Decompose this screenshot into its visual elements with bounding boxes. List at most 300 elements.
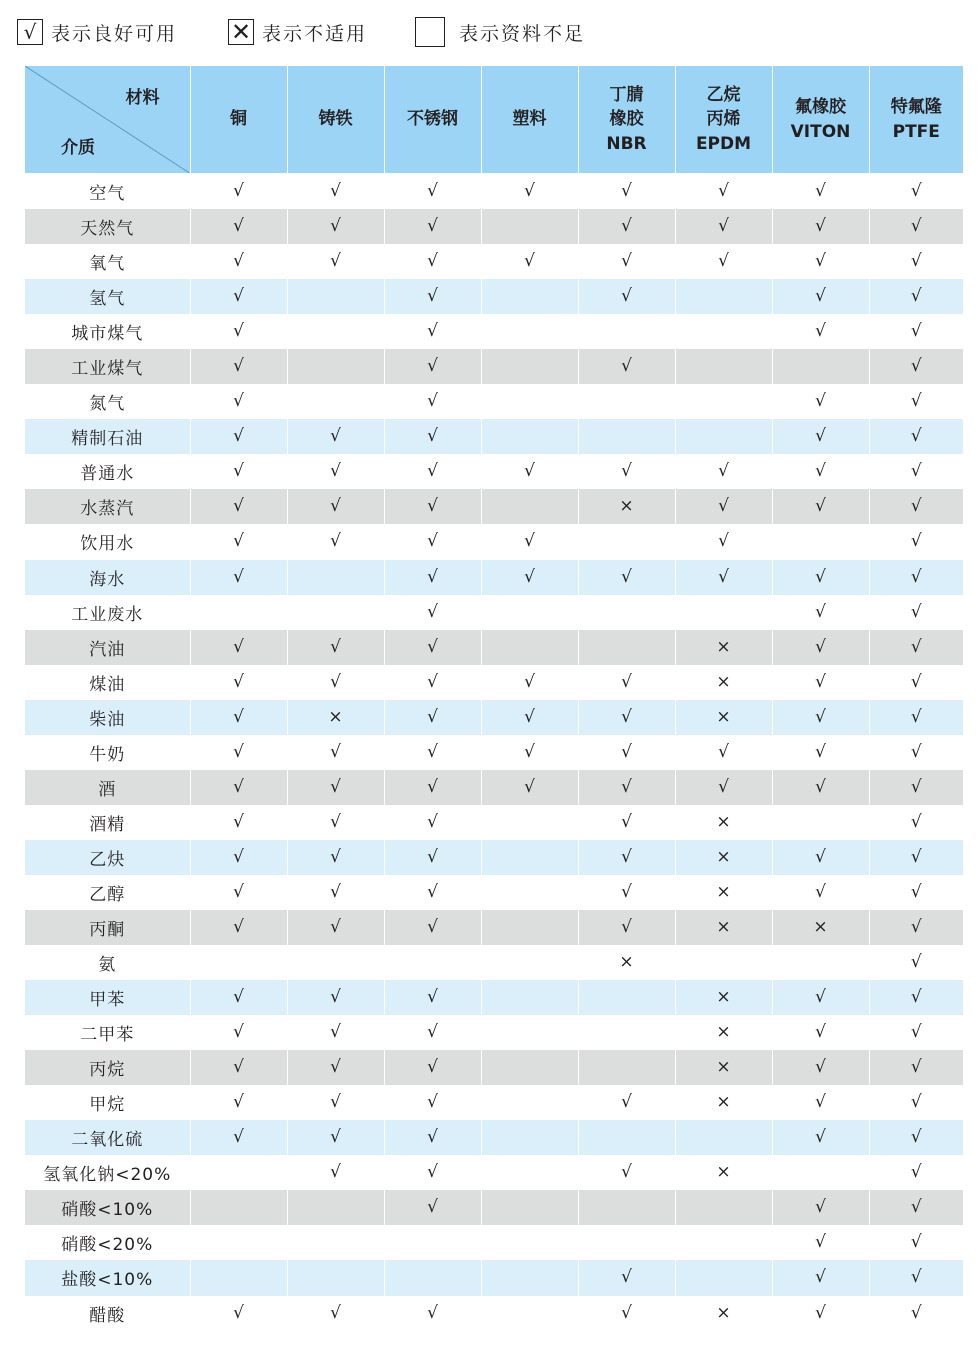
check-mark-icon: √	[772, 489, 869, 524]
legend-item-unsuitable	[228, 16, 367, 48]
check-mark-icon: √	[675, 524, 772, 559]
column-header-line: EPDM	[695, 133, 752, 154]
check-mark-icon: √	[190, 314, 287, 349]
column-header-6	[772, 66, 869, 174]
check-mark-icon: √	[772, 454, 869, 489]
table-row	[25, 945, 963, 980]
medium-name-cell: 乙炔	[25, 840, 190, 875]
check-mark-icon: √	[190, 770, 287, 805]
column-header-7	[869, 66, 963, 174]
column-header-line: 橡胶	[609, 109, 644, 130]
header-material-label: 材料	[125, 88, 160, 108]
legend-box-check-icon: √	[17, 19, 43, 45]
check-mark-icon: √	[384, 875, 481, 910]
cross-mark-icon: ×	[675, 910, 772, 945]
check-mark-icon: √	[384, 735, 481, 770]
empty-cell	[772, 349, 869, 384]
check-mark-icon: √	[287, 489, 384, 524]
check-mark-icon: √	[384, 805, 481, 840]
empty-cell	[675, 1190, 772, 1225]
table-row	[25, 454, 963, 489]
table-row	[25, 980, 963, 1015]
column-header-line: 塑料	[512, 109, 547, 130]
empty-cell	[384, 1225, 481, 1260]
column-header-line: 铜	[230, 109, 247, 130]
check-mark-icon: √	[190, 700, 287, 735]
check-mark-icon: √	[287, 1155, 384, 1190]
check-mark-icon: √	[869, 349, 963, 384]
empty-cell	[481, 1296, 578, 1331]
empty-cell	[578, 595, 675, 630]
header-medium-label: 介质	[61, 138, 95, 159]
cross-mark-icon: ×	[675, 1296, 772, 1331]
check-mark-icon: √	[578, 700, 675, 735]
medium-name-cell: 丙酮	[25, 910, 190, 945]
check-mark-icon: √	[190, 419, 287, 454]
cross-mark-icon: ×	[675, 980, 772, 1015]
check-mark-icon: √	[869, 770, 963, 805]
check-mark-icon: √	[869, 1015, 963, 1050]
check-mark-icon: √	[772, 1190, 869, 1225]
table-row	[25, 1120, 963, 1155]
check-mark-icon: √	[481, 560, 578, 595]
check-mark-icon: √	[772, 1120, 869, 1155]
check-mark-icon: √	[675, 489, 772, 524]
check-mark-icon: √	[869, 1050, 963, 1085]
check-mark-icon: √	[287, 875, 384, 910]
empty-cell	[772, 945, 869, 980]
check-mark-icon: √	[578, 454, 675, 489]
empty-cell	[578, 1050, 675, 1085]
check-mark-icon: √	[190, 524, 287, 559]
check-mark-icon: √	[287, 1120, 384, 1155]
check-mark-icon: √	[384, 980, 481, 1015]
check-mark-icon: √	[384, 524, 481, 559]
medium-name-cell: 二氧化硫	[25, 1120, 190, 1155]
check-mark-icon: √	[869, 524, 963, 559]
check-mark-icon: √	[772, 560, 869, 595]
medium-name-cell: 精制石油	[25, 419, 190, 454]
check-mark-icon: √	[384, 209, 481, 244]
check-mark-icon: √	[384, 630, 481, 665]
table-row	[25, 524, 963, 559]
empty-cell	[675, 595, 772, 630]
check-mark-icon: √	[578, 174, 675, 210]
table-row	[25, 314, 963, 349]
check-mark-icon: √	[772, 595, 869, 630]
cross-mark-icon: ×	[675, 840, 772, 875]
empty-cell	[481, 1260, 578, 1295]
medium-name-cell: 天然气	[25, 209, 190, 244]
check-mark-icon: √	[869, 875, 963, 910]
empty-cell	[675, 945, 772, 980]
check-mark-icon: √	[578, 279, 675, 314]
table-row	[25, 1190, 963, 1225]
cross-mark-icon: ×	[675, 1155, 772, 1190]
check-mark-icon: √	[772, 1050, 869, 1085]
compatibility-table	[25, 66, 963, 1331]
table-row	[25, 1296, 963, 1331]
medium-name-cell: 醋酸	[25, 1296, 190, 1331]
check-mark-icon: √	[384, 489, 481, 524]
check-mark-icon: √	[772, 244, 869, 279]
check-mark-icon: √	[384, 700, 481, 735]
check-mark-icon: √	[869, 314, 963, 349]
medium-name-cell: 氨	[25, 945, 190, 980]
check-mark-icon: √	[869, 595, 963, 630]
medium-name-cell: 甲苯	[25, 980, 190, 1015]
table-row	[25, 805, 963, 840]
empty-cell	[481, 595, 578, 630]
check-mark-icon: √	[772, 735, 869, 770]
check-mark-icon: √	[287, 805, 384, 840]
medium-name-cell: 空气	[25, 174, 190, 210]
column-header-line: PTFE	[892, 121, 940, 142]
check-mark-icon: √	[675, 770, 772, 805]
cross-mark-icon: ×	[675, 1015, 772, 1050]
check-mark-icon: √	[578, 770, 675, 805]
check-mark-icon: √	[481, 700, 578, 735]
check-mark-icon: √	[772, 980, 869, 1015]
check-mark-icon: √	[772, 419, 869, 454]
empty-cell	[675, 314, 772, 349]
check-mark-icon: √	[287, 630, 384, 665]
empty-cell	[772, 805, 869, 840]
empty-cell	[287, 314, 384, 349]
column-header-4	[578, 66, 675, 174]
check-mark-icon: √	[772, 209, 869, 244]
cross-mark-icon: ×	[675, 805, 772, 840]
check-mark-icon: √	[190, 665, 287, 700]
empty-cell	[675, 1120, 772, 1155]
check-mark-icon: √	[869, 1260, 963, 1295]
check-mark-icon: √	[578, 1260, 675, 1295]
column-header-line: 丁腈	[609, 84, 644, 105]
medium-name-cell: 工业废水	[25, 595, 190, 630]
empty-cell	[578, 1190, 675, 1225]
empty-cell	[578, 980, 675, 1015]
check-mark-icon: √	[190, 349, 287, 384]
check-mark-icon: √	[869, 384, 963, 419]
check-mark-icon: √	[287, 735, 384, 770]
check-mark-icon: √	[772, 384, 869, 419]
check-mark-icon: √	[287, 1296, 384, 1331]
check-mark-icon: √	[481, 244, 578, 279]
empty-cell	[287, 1225, 384, 1260]
check-mark-icon: √	[772, 665, 869, 700]
medium-name-cell: 牛奶	[25, 735, 190, 770]
check-mark-icon: √	[384, 279, 481, 314]
empty-cell	[384, 945, 481, 980]
check-mark-icon: √	[384, 314, 481, 349]
empty-cell	[481, 349, 578, 384]
check-mark-icon: √	[869, 560, 963, 595]
cross-mark-icon: ×	[675, 875, 772, 910]
column-header-line: 铸铁	[318, 109, 353, 130]
column-header-line: 氟橡胶	[795, 96, 846, 117]
check-mark-icon: √	[287, 980, 384, 1015]
check-mark-icon: √	[869, 1085, 963, 1120]
check-mark-icon: √	[384, 665, 481, 700]
check-mark-icon: √	[190, 209, 287, 244]
table-row	[25, 700, 963, 735]
check-mark-icon: √	[869, 700, 963, 735]
check-mark-icon: √	[481, 770, 578, 805]
medium-name-cell: 饮用水	[25, 524, 190, 559]
check-mark-icon: √	[287, 1050, 384, 1085]
check-mark-icon: √	[772, 840, 869, 875]
check-mark-icon: √	[772, 770, 869, 805]
empty-cell	[481, 945, 578, 980]
legend	[17, 16, 957, 48]
check-mark-icon: √	[190, 805, 287, 840]
check-mark-icon: √	[675, 735, 772, 770]
check-mark-icon: √	[384, 595, 481, 630]
empty-cell	[578, 419, 675, 454]
check-mark-icon: √	[384, 840, 481, 875]
check-mark-icon: √	[481, 454, 578, 489]
check-mark-icon: √	[675, 209, 772, 244]
check-mark-icon: √	[384, 384, 481, 419]
column-header-line: VITON	[790, 121, 851, 142]
check-mark-icon: √	[190, 735, 287, 770]
medium-name-cell: 硝酸<10%	[25, 1190, 190, 1225]
empty-cell	[578, 1015, 675, 1050]
check-mark-icon: √	[578, 840, 675, 875]
check-mark-icon: √	[287, 665, 384, 700]
check-mark-icon: √	[190, 244, 287, 279]
empty-cell	[675, 1225, 772, 1260]
table-row	[25, 630, 963, 665]
empty-cell	[287, 349, 384, 384]
empty-cell	[287, 279, 384, 314]
check-mark-icon: √	[869, 1190, 963, 1225]
empty-cell	[578, 630, 675, 665]
check-mark-icon: √	[578, 1155, 675, 1190]
check-mark-icon: √	[287, 1015, 384, 1050]
table-row	[25, 1155, 963, 1190]
empty-cell	[578, 384, 675, 419]
empty-cell	[481, 419, 578, 454]
table-row	[25, 595, 963, 630]
check-mark-icon: √	[772, 314, 869, 349]
cross-mark-icon: ×	[287, 700, 384, 735]
table-row	[25, 1085, 963, 1120]
check-mark-icon: √	[190, 875, 287, 910]
medium-name-cell: 柴油	[25, 700, 190, 735]
medium-name-cell: 酒精	[25, 805, 190, 840]
check-mark-icon: √	[772, 700, 869, 735]
empty-cell	[675, 349, 772, 384]
check-mark-icon: √	[384, 419, 481, 454]
medium-name-cell: 甲烷	[25, 1085, 190, 1120]
empty-cell	[772, 1155, 869, 1190]
empty-cell	[675, 1260, 772, 1295]
check-mark-icon: √	[675, 174, 772, 210]
column-header-0	[190, 66, 287, 174]
empty-cell	[481, 314, 578, 349]
check-mark-icon: √	[772, 1015, 869, 1050]
check-mark-icon: √	[869, 419, 963, 454]
cross-mark-icon: ×	[772, 910, 869, 945]
check-mark-icon: √	[772, 630, 869, 665]
empty-cell	[481, 980, 578, 1015]
check-mark-icon: √	[772, 1260, 869, 1295]
check-mark-icon: √	[869, 1296, 963, 1331]
empty-cell	[481, 1050, 578, 1085]
legend-item-usable	[17, 16, 177, 48]
check-mark-icon: √	[384, 174, 481, 210]
empty-cell	[675, 279, 772, 314]
check-mark-icon: √	[578, 910, 675, 945]
check-mark-icon: √	[578, 1085, 675, 1120]
empty-cell	[190, 1190, 287, 1225]
medium-name-cell: 氢氧化钠<20%	[25, 1155, 190, 1190]
check-mark-icon: √	[384, 560, 481, 595]
table-row	[25, 244, 963, 279]
medium-name-cell: 普通水	[25, 454, 190, 489]
table-row	[25, 279, 963, 314]
table-row	[25, 419, 963, 454]
check-mark-icon: √	[384, 1050, 481, 1085]
medium-name-cell: 丙烷	[25, 1050, 190, 1085]
legend-label-unsuitable: 表示不适用	[262, 22, 368, 45]
empty-cell	[287, 384, 384, 419]
empty-cell	[481, 489, 578, 524]
table-row	[25, 1015, 963, 1050]
check-mark-icon: √	[772, 1085, 869, 1120]
empty-cell	[287, 1260, 384, 1295]
column-header-line: 乙烷	[706, 84, 741, 105]
check-mark-icon: √	[287, 910, 384, 945]
table-row	[25, 840, 963, 875]
empty-cell	[481, 209, 578, 244]
check-mark-icon: √	[384, 349, 481, 384]
check-mark-icon: √	[772, 1296, 869, 1331]
table-row	[25, 910, 963, 945]
column-header-line: NBR	[606, 133, 647, 154]
diagonal-divider-icon	[25, 66, 190, 173]
check-mark-icon: √	[578, 1296, 675, 1331]
empty-cell	[675, 419, 772, 454]
medium-name-cell: 盐酸<10%	[25, 1260, 190, 1295]
check-mark-icon: √	[578, 244, 675, 279]
check-mark-icon: √	[675, 244, 772, 279]
check-mark-icon: √	[190, 384, 287, 419]
empty-cell	[481, 1015, 578, 1050]
column-header-line: 特氟隆	[890, 96, 942, 117]
cross-mark-icon: ×	[578, 489, 675, 524]
empty-cell	[481, 840, 578, 875]
check-mark-icon: √	[772, 279, 869, 314]
empty-cell	[190, 1155, 287, 1190]
column-header-line: 丙烯	[706, 109, 741, 130]
column-header-2	[384, 66, 481, 174]
table-row	[25, 349, 963, 384]
check-mark-icon: √	[190, 840, 287, 875]
table-body	[25, 174, 963, 1331]
table-row	[25, 1260, 963, 1295]
empty-cell	[481, 875, 578, 910]
medium-name-cell: 二甲苯	[25, 1015, 190, 1050]
check-mark-icon: √	[384, 1155, 481, 1190]
check-mark-icon: √	[384, 244, 481, 279]
table-row	[25, 1050, 963, 1085]
check-mark-icon: √	[287, 524, 384, 559]
empty-cell	[481, 1190, 578, 1225]
cross-mark-icon: ×	[578, 945, 675, 980]
empty-cell	[190, 945, 287, 980]
check-mark-icon: √	[287, 1085, 384, 1120]
medium-name-cell: 汽油	[25, 630, 190, 665]
legend-box-cross-icon: ✕	[228, 19, 254, 45]
table-header-row	[25, 66, 963, 174]
empty-cell	[578, 314, 675, 349]
check-mark-icon: √	[869, 244, 963, 279]
check-mark-icon: √	[190, 454, 287, 489]
medium-name-cell: 氧气	[25, 244, 190, 279]
empty-cell	[481, 910, 578, 945]
check-mark-icon: √	[578, 560, 675, 595]
check-mark-icon: √	[869, 840, 963, 875]
check-mark-icon: √	[287, 840, 384, 875]
empty-cell	[287, 595, 384, 630]
medium-name-cell: 氢气	[25, 279, 190, 314]
corner-header-cell	[25, 66, 190, 174]
check-mark-icon: √	[578, 209, 675, 244]
check-mark-icon: √	[869, 1155, 963, 1190]
check-mark-icon: √	[384, 910, 481, 945]
check-mark-icon: √	[384, 770, 481, 805]
check-mark-icon: √	[287, 454, 384, 489]
check-mark-icon: √	[190, 1015, 287, 1050]
check-mark-icon: √	[481, 735, 578, 770]
check-mark-icon: √	[190, 630, 287, 665]
check-mark-icon: √	[190, 279, 287, 314]
check-mark-icon: √	[190, 910, 287, 945]
table-row	[25, 560, 963, 595]
check-mark-icon: √	[481, 665, 578, 700]
check-mark-icon: √	[869, 665, 963, 700]
check-mark-icon: √	[869, 735, 963, 770]
check-mark-icon: √	[481, 524, 578, 559]
column-header-1	[287, 66, 384, 174]
check-mark-icon: √	[190, 1050, 287, 1085]
medium-name-cell: 煤油	[25, 665, 190, 700]
check-mark-icon: √	[287, 419, 384, 454]
check-mark-icon: √	[772, 174, 869, 210]
medium-name-cell: 海水	[25, 560, 190, 595]
check-mark-icon: √	[869, 1120, 963, 1155]
check-mark-icon: √	[190, 174, 287, 210]
table-row	[25, 489, 963, 524]
empty-cell	[481, 1225, 578, 1260]
check-mark-icon: √	[869, 209, 963, 244]
empty-cell	[287, 945, 384, 980]
legend-label-insufficient: 表示资料不足	[459, 22, 586, 45]
check-mark-icon: √	[675, 560, 772, 595]
empty-cell	[190, 1225, 287, 1260]
table-row	[25, 875, 963, 910]
table-row	[25, 174, 963, 210]
empty-cell	[481, 805, 578, 840]
cross-mark-icon: ×	[675, 665, 772, 700]
empty-cell	[481, 1120, 578, 1155]
check-mark-icon: √	[869, 279, 963, 314]
legend-box-empty-icon	[415, 17, 445, 47]
check-mark-icon: √	[384, 454, 481, 489]
column-header-line: 不锈钢	[407, 109, 458, 130]
